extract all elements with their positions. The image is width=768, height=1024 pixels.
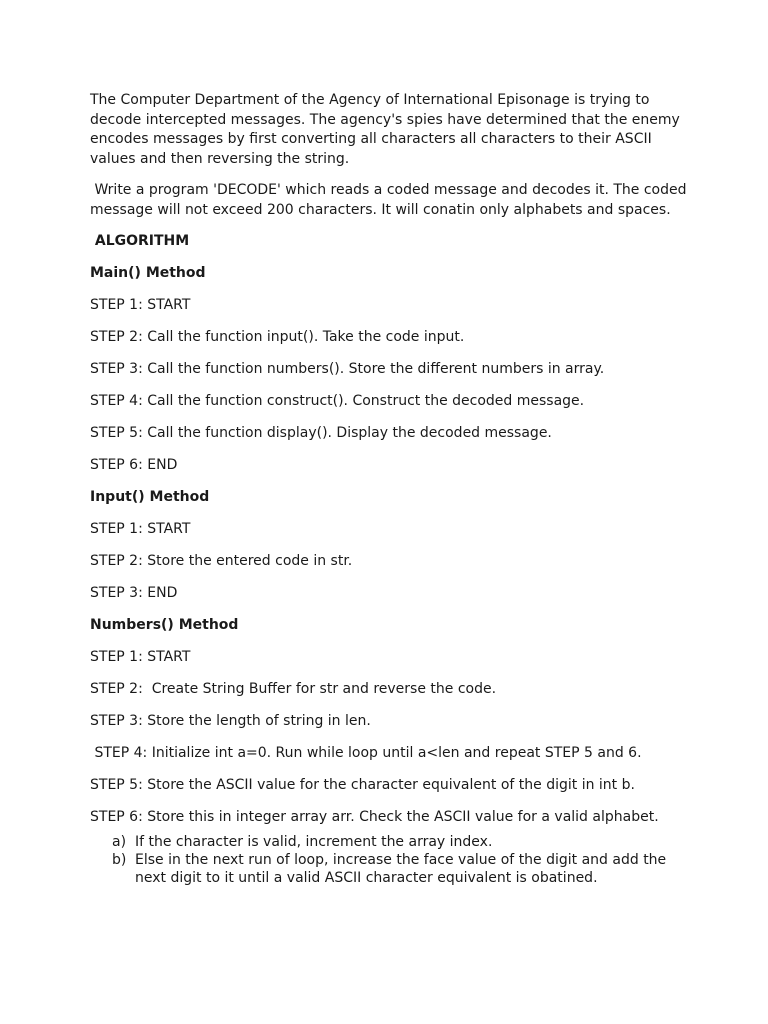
numbers-method-heading: Numbers() Method <box>90 617 239 633</box>
list-marker: b) <box>112 852 127 868</box>
list-item <box>90 833 690 851</box>
list-item-text: If the character is valid, increment the array index. <box>135 834 493 850</box>
input-step: STEP 1: START <box>90 521 191 537</box>
numbers-step: STEP 4: Initialize int a=0. Run while loop until a<len and repeat STEP 5 and 6. <box>90 745 642 761</box>
algorithm-heading: ALGORITHM <box>90 233 190 249</box>
numbers-step: STEP 1: START <box>90 649 191 665</box>
main-step: STEP 5: Call the function display(). Display the decoded message. <box>90 425 552 441</box>
main-step: STEP 6: END <box>90 457 178 473</box>
numbers-step: STEP 6: Store this in integer array arr. Check the ASCII value for a valid alphabet. <box>90 809 659 825</box>
input-step: STEP 3: END <box>90 585 178 601</box>
intro-paragraph: The Computer Department of the Agency of International Episonage is trying to decode intercepted messages. The agency's spies have determined that the enemy encodes messages by first converting all characters all characters to their ASCII values and then reversing the string. <box>90 92 680 167</box>
main-step: STEP 1: START <box>90 297 191 313</box>
numbers-step: STEP 2: Create String Buffer for str and reverse the code. <box>90 681 497 697</box>
document-page <box>90 91 690 887</box>
input-step: STEP 2: Store the entered code in str. <box>90 553 353 569</box>
substep-list <box>90 833 690 887</box>
list-marker: a) <box>112 834 127 850</box>
list-item-text: Else in the next run of loop, increase the face value of the digit and add the next digit to it until a valid ASCII character equivalent is obatined. <box>135 852 667 886</box>
list-item <box>90 851 690 887</box>
main-method-heading: Main() Method <box>90 265 206 281</box>
numbers-step: STEP 3: Store the length of string in len. <box>90 713 371 729</box>
input-method-heading: Input() Method <box>90 489 210 505</box>
main-step: STEP 3: Call the function numbers(). Store the different numbers in array. <box>90 361 605 377</box>
task-paragraph: Write a program 'DECODE' which reads a coded message and decodes it. The coded message will not exceed 200 characters. It will conatin only alphabets and spaces. <box>90 182 691 218</box>
main-step: STEP 4: Call the function construct(). Construct the decoded message. <box>90 393 585 409</box>
numbers-step: STEP 5: Store the ASCII value for the character equivalent of the digit in int b. <box>90 777 635 793</box>
main-step: STEP 2: Call the function input(). Take the code input. <box>90 329 465 345</box>
